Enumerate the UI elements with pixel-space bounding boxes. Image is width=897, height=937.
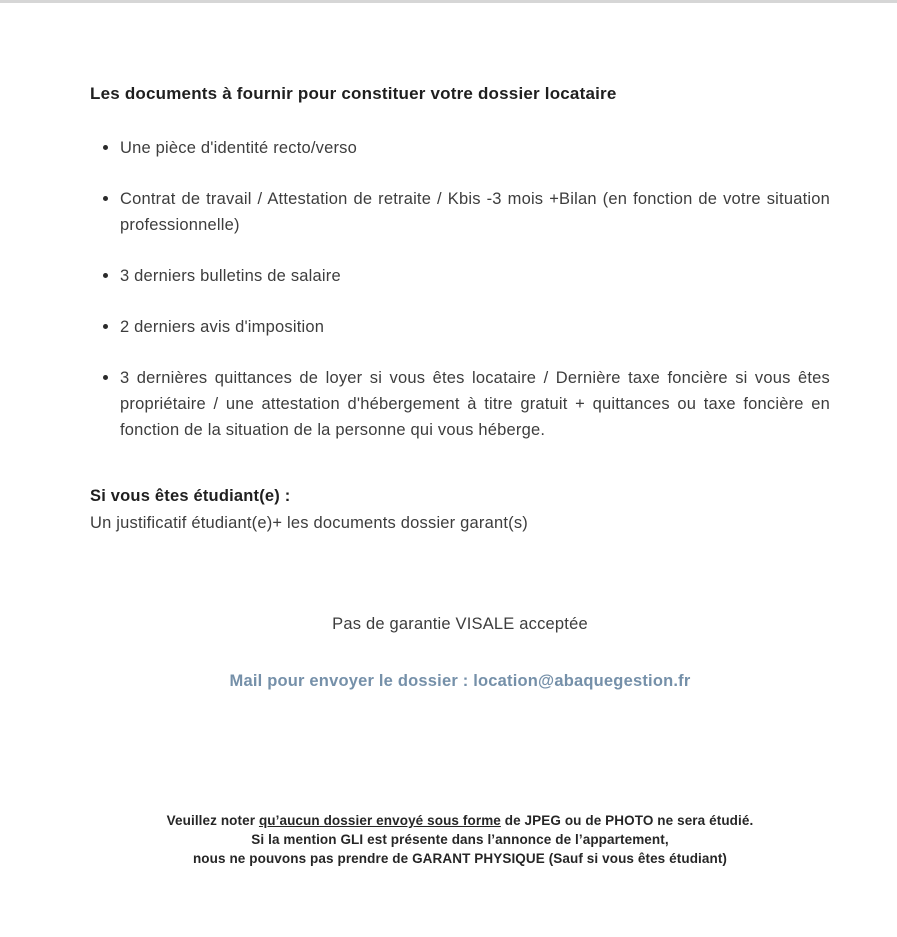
student-section-heading: Si vous êtes étudiant(e) : bbox=[90, 487, 291, 505]
bullet-item-payslips bbox=[90, 263, 830, 289]
footer-notice-line1 bbox=[90, 811, 830, 830]
bullet-text: Une pièce d'identité recto/verso bbox=[120, 139, 358, 157]
footer-line1-underlined: qu’aucun dossier envoyé sous forme bbox=[258, 813, 501, 828]
footer-line1-post: de JPEG ou de PHOTO ne sera étudié. bbox=[500, 813, 754, 828]
footer-notice-line2: Si la mention GLI est présente dans l’annonce de l’appartement, bbox=[251, 832, 669, 847]
student-section-text: Un justificatif étudiant(e)+ les documents dossier garant(s) bbox=[90, 514, 528, 532]
page-top-border bbox=[0, 0, 897, 3]
bullet-dot-icon bbox=[103, 324, 108, 329]
bullet-text: Contrat de travail / Attestation de retraite / Kbis -3 mois +Bilan (en fonction de votre situation professionnelle) bbox=[120, 190, 830, 234]
bullet-text: 3 derniers bulletins de salaire bbox=[120, 267, 341, 285]
footer-notice-line3: nous ne pouvons pas prendre de GARANT PHYSIQUE (Sauf si vous êtes étudiant) bbox=[192, 851, 728, 866]
bullet-text: 3 dernières quittances de loyer si vous êtes locataire / Dernière taxe foncière si vous êtes propriétaire / une attestation d'hébergement à titre gratuit + quittances ou taxe foncière en fonction de la situation de la personne qui vous héberge. bbox=[120, 369, 830, 439]
bullet-item-tax-notices bbox=[90, 314, 830, 340]
footer-line1-pre: Veuillez noter bbox=[166, 813, 259, 828]
visale-note: Pas de garantie VISALE acceptée bbox=[332, 615, 588, 633]
footer-notice bbox=[90, 811, 830, 868]
mail-instruction bbox=[90, 668, 830, 694]
bullet-item-identity bbox=[90, 135, 830, 161]
bullet-dot-icon bbox=[103, 273, 108, 278]
bullet-dot-icon bbox=[103, 196, 108, 201]
bullet-item-work-contract bbox=[90, 186, 830, 238]
bullet-text: 2 derniers avis d'imposition bbox=[120, 318, 325, 336]
bullet-dot-icon bbox=[103, 375, 108, 380]
bullet-dot-icon bbox=[103, 145, 108, 150]
document-title: Les documents à fournir pour constituer votre dossier locataire bbox=[90, 84, 617, 103]
student-section bbox=[90, 483, 830, 537]
email-address-text: Mail pour envoyer le dossier : location@abaquegestion.fr bbox=[229, 672, 691, 690]
document-bullet-list bbox=[90, 135, 830, 443]
bullet-item-rent-receipts bbox=[90, 365, 830, 443]
